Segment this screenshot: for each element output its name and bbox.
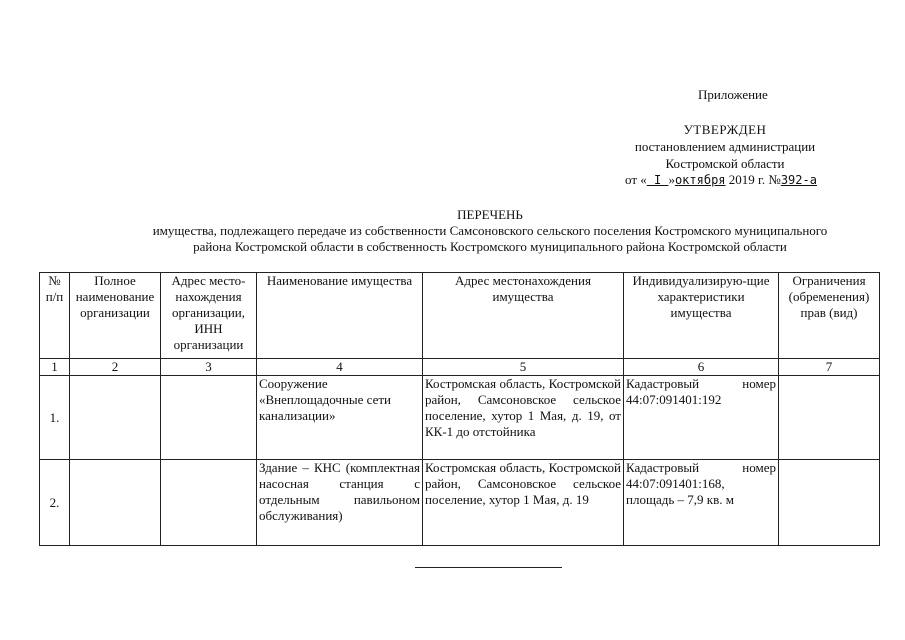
decree-date-line <box>625 172 817 188</box>
col-header-num: № п/п <box>40 273 70 359</box>
row-restrictions <box>779 460 880 546</box>
appendix-label: Приложение <box>698 87 768 102</box>
col-header-property-address: Адрес местонахождения имущества <box>423 273 624 359</box>
row-org-address <box>161 460 257 546</box>
row-org-name <box>70 460 161 546</box>
col-header-org-name: Полное наименование организации <box>70 273 161 359</box>
col-number: 2 <box>70 359 161 376</box>
col-number: 3 <box>161 359 257 376</box>
row-property-name: Здание – КНС (комплектная насосная станция с отдельным павильоном обслуживания) <box>257 460 423 546</box>
row-characteristics: Кадастровый номер 44:07:091401:168, площадь – 7,9 кв. м <box>624 460 779 546</box>
col-header-org-address: Адрес место-нахождения организации, ИНН организации <box>161 273 257 359</box>
row-property-address: Костромская область, Костромской район, Самсоновское сельское поселение, хутор 1 Мая, д. 19 <box>423 460 624 546</box>
col-number: 5 <box>423 359 624 376</box>
heading-title: ПЕРЕЧЕНЬ <box>457 207 523 222</box>
table-row <box>40 376 880 460</box>
row-characteristics: Кадастровый номер 44:07:091401:192 <box>624 376 779 460</box>
column-number-row <box>40 359 880 376</box>
date-mid: » <box>668 172 675 187</box>
row-org-name <box>70 376 161 460</box>
row-org-address <box>161 376 257 460</box>
approved-by-line2: Костромской области <box>665 156 785 171</box>
row-property-address: Костромская область, Костромской район, Самсоновское сельское поселение, хутор 1 Мая, д. 19, от КК-1 до отстойника <box>423 376 624 460</box>
date-day: I <box>646 173 669 187</box>
col-number: 1 <box>40 359 70 376</box>
col-number: 7 <box>779 359 880 376</box>
decree-number: 392-а <box>780 173 817 187</box>
col-number: 6 <box>624 359 779 376</box>
heading-subtitle: имущества, подлежащего передаче из собственности Самсоновского сельского поселения Костромского муниципального района Костромской области в собственность Костромского муниципального района Костромской области <box>152 223 828 254</box>
date-month: октября <box>674 173 726 187</box>
property-table <box>39 272 880 546</box>
row-number: 1. <box>40 376 70 460</box>
col-header-characteristics: Индивидуализирую-щие характеристики имущества <box>624 273 779 359</box>
col-header-restrictions: Ограничения (обременения) прав (вид) <box>779 273 880 359</box>
table-row <box>40 460 880 546</box>
footer-divider <box>415 567 562 568</box>
date-year: 2019 г. № <box>725 172 781 187</box>
table-header-row <box>40 273 880 359</box>
date-prefix: от « <box>625 172 647 187</box>
row-number: 2. <box>40 460 70 546</box>
approval-block <box>580 121 870 172</box>
approved-title: УТВЕРЖДЕН <box>683 122 767 137</box>
row-restrictions <box>779 376 880 460</box>
col-number: 4 <box>257 359 423 376</box>
col-header-property-name: Наименование имущества <box>257 273 423 359</box>
row-property-name: Сооружение «Внеплощадочные сети канализации» <box>257 376 423 460</box>
document-heading <box>140 207 840 255</box>
approved-by-line1: постановлением администрации <box>634 139 816 154</box>
